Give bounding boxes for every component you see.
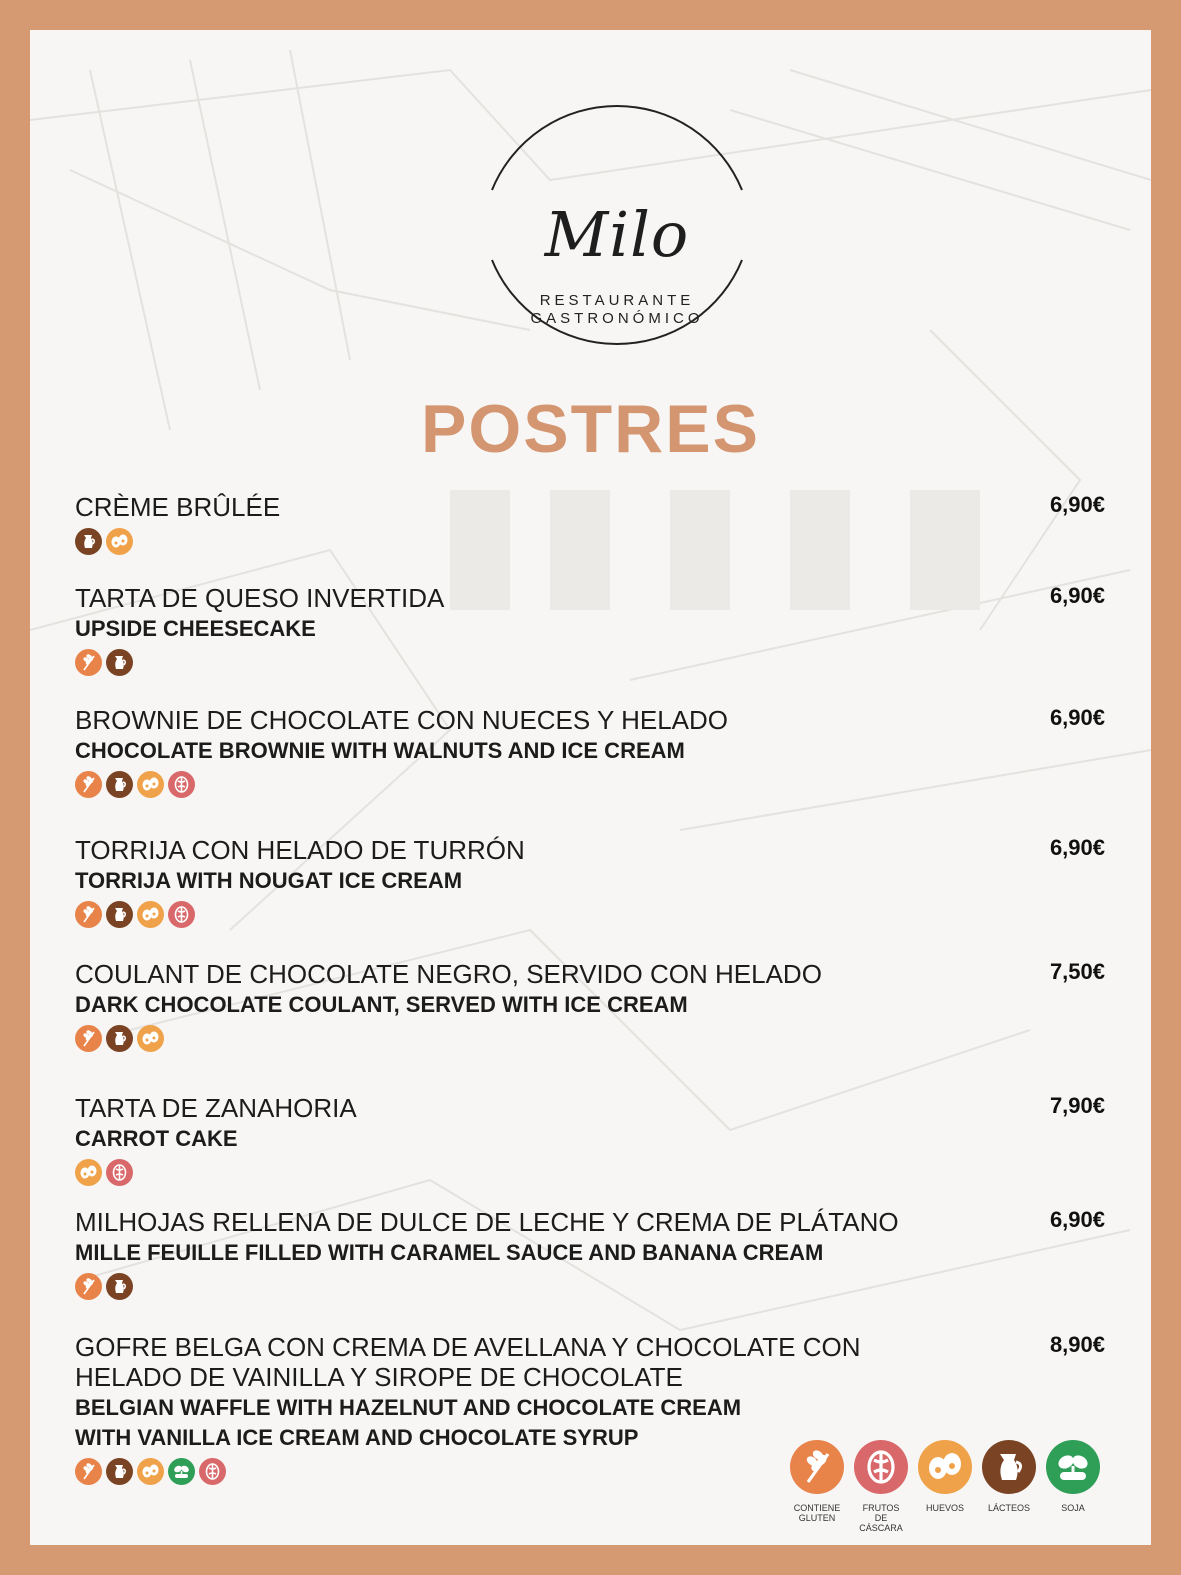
item-price: 8,90€ [1049,1332,1105,1357]
eggs-icon [137,1025,164,1052]
menu-item [75,1093,1105,1186]
legend-label-line: DE CÁSCARA [859,1513,903,1533]
nut-icon [199,1458,226,1485]
milk-jug-icon [106,1458,133,1485]
item-price: 6,90€ [1049,1207,1105,1232]
item-price: 6,90€ [1049,583,1105,608]
wheat-icon [75,649,102,676]
menu-item [75,492,1105,555]
item-name-en: MILLE FEUILLE FILLED WITH CARAMEL SAUCE AND BANANA CREAM [75,1240,824,1265]
milk-jug-icon [106,901,133,928]
legend-item-huevos [918,1440,972,1533]
logo-wordmark: Milo [544,198,690,271]
legend-item-soja [1046,1440,1100,1533]
eggs-icon [137,901,164,928]
item-name-en: WITH VANILLA ICE CREAM AND CHOCOLATE SYRUP [75,1425,639,1450]
legend-label [1046,1503,1100,1513]
item-price: 6,90€ [1049,705,1105,730]
item-name-en: TORRIJA WITH NOUGAT ICE CREAM [75,868,463,893]
nut-icon [168,771,195,798]
item-name-es: HELADO DE VAINILLA Y SIROPE DE CHOCOLATE [75,1362,683,1392]
eggs-icon [137,1458,164,1485]
legend-label [790,1503,844,1523]
milk-jug-icon [106,771,133,798]
menu-item [75,1207,1105,1300]
logo-subtitle-line2: GASTRONÓMICO [530,310,704,327]
item-name-es: BROWNIE DE CHOCOLATE CON NUECES Y HELADO [75,705,729,735]
eggs-icon [137,771,164,798]
milk-jug-icon [106,649,133,676]
section-title: POSTRES [421,391,760,467]
legend-label [982,1503,1036,1513]
allergen-icons [75,901,1105,928]
allergen-icons [75,528,1105,555]
item-price: 6,90€ [1049,492,1105,517]
item-name-es: TARTA DE QUESO INVERTIDA [75,583,445,613]
legend-label-line: SOJA [1061,1503,1085,1513]
menu-item [75,959,1105,1052]
milk-jug-icon [75,528,102,555]
legend-label-line: LÁCTEOS [987,1503,1030,1513]
wheat-icon [75,1025,102,1052]
nut-icon [854,1440,908,1494]
wheat-icon [75,771,102,798]
menu-item [75,705,1105,798]
allergen-icons [75,1159,1105,1186]
item-price: 7,50€ [1049,959,1105,984]
menu-item [75,583,1105,676]
nut-icon [106,1159,133,1186]
allergen-legend [790,1440,1100,1533]
eggs-icon [918,1440,972,1494]
milk-jug-icon [982,1440,1036,1494]
logo-subtitle-line1: RESTAURANTE [539,292,695,309]
item-price: 7,90€ [1049,1093,1105,1118]
item-name-es: COULANT DE CHOCOLATE NEGRO, SERVIDO CON HELADO [75,959,822,989]
legend-item-gluten [790,1440,844,1533]
item-name-es: CRÈME BRÛLÉE [75,492,281,522]
item-name-en: CHOCOLATE BROWNIE WITH WALNUTS AND ICE CREAM [75,738,685,763]
eggs-icon [106,528,133,555]
legend-label-line: FRUTOS [862,1503,900,1513]
allergen-icons [75,771,1105,798]
legend-label-line: GLUTEN [798,1513,836,1523]
item-name-es: TORRIJA CON HELADO DE TURRÓN [75,835,525,865]
milk-jug-icon [106,1025,133,1052]
item-name-es: GOFRE BELGA CON CREMA DE AVELLANA Y CHOCOLATE CON [75,1332,861,1362]
legend-label-line: CONTIENE [793,1503,841,1513]
legend-label [854,1503,908,1533]
restaurant-logo [477,80,757,370]
item-name-en: DARK CHOCOLATE COULANT, SERVED WITH ICE CREAM [75,992,688,1017]
item-price: 6,90€ [1049,835,1105,860]
item-name-es: MILHOJAS RELLENA DE DULCE DE LECHE Y CREMA DE PLÁTANO [75,1207,899,1237]
menu-item [75,835,1105,928]
allergen-icons [75,1273,1105,1300]
legend-label [918,1503,972,1513]
wheat-icon [75,1458,102,1485]
eggs-icon [75,1159,102,1186]
allergen-icons [75,649,1105,676]
item-name-en: BELGIAN WAFFLE WITH HAZELNUT AND CHOCOLATE CREAM [75,1395,742,1420]
item-name-en: CARROT CAKE [75,1126,238,1151]
menu-page [30,30,1151,1545]
wheat-icon [75,901,102,928]
nut-icon [168,901,195,928]
legend-item-lacteos [982,1440,1036,1533]
milk-jug-icon [106,1273,133,1300]
soy-icon [168,1458,195,1485]
item-name-en: UPSIDE CHEESECAKE [75,616,316,641]
allergen-icons [75,1025,1105,1052]
soy-icon [1046,1440,1100,1494]
legend-label-line: HUEVOS [925,1503,964,1513]
wheat-icon [790,1440,844,1494]
item-name-es: TARTA DE ZANAHORIA [75,1093,357,1123]
wheat-icon [75,1273,102,1300]
legend-item-frutos [854,1440,908,1533]
